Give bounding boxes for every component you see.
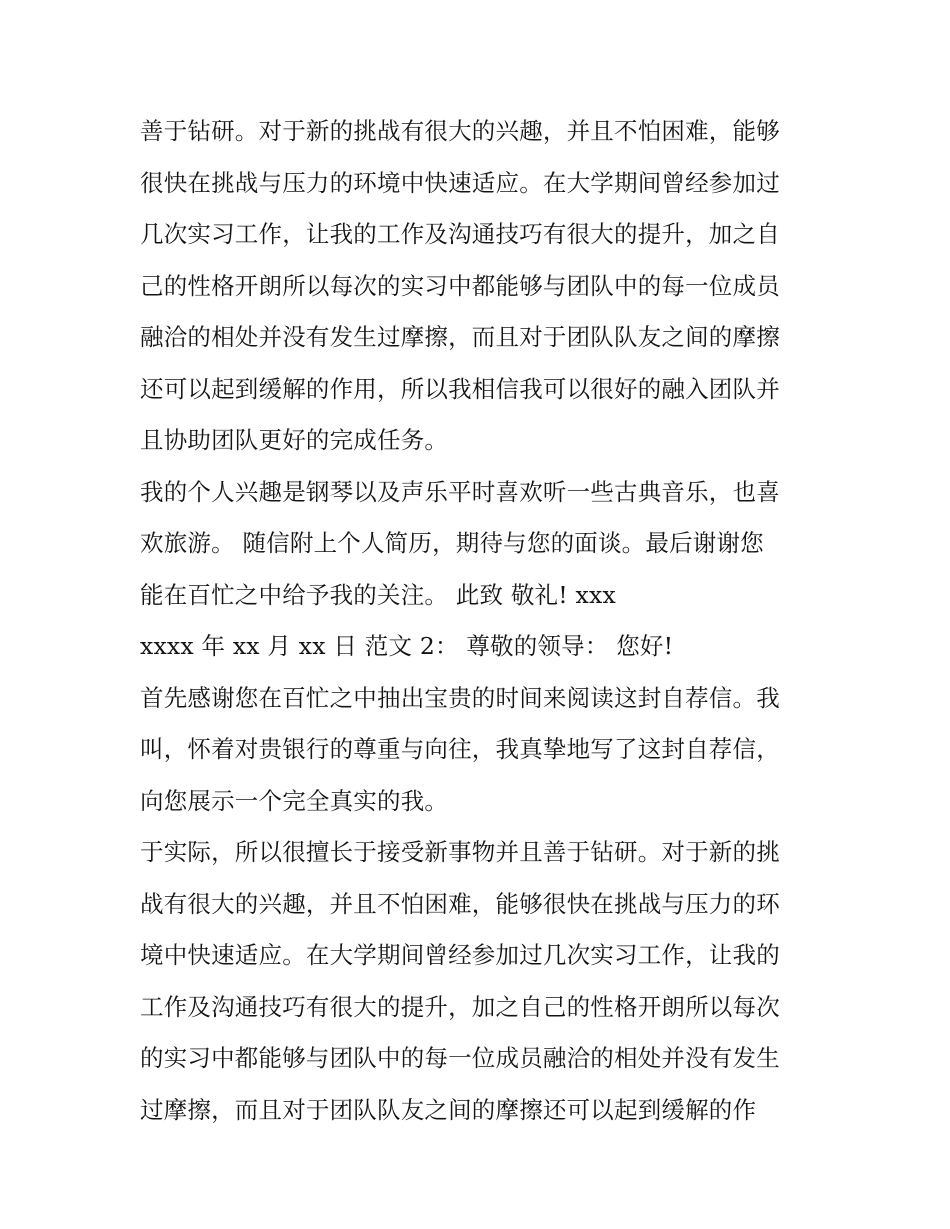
text-line: 且协助团队更好的完成任务。 <box>140 426 449 454</box>
text-line: 能在百忙之中给予我的关注。 此致 敬礼! xxx <box>140 580 616 609</box>
text-line: 善于钻研。对于新的挑战有很大的兴趣，并且不怕困难，能够 <box>140 117 780 145</box>
text-line: 境中快速适应。在大学期间曾经参加过几次实习工作，让我的 <box>140 941 780 969</box>
text-line: 融洽的相处并没有发生过摩擦，而且对于团队队友之间的摩擦 <box>140 323 780 351</box>
text-line: xxxx 年 xx 月 xx 日 范文 2： 尊敬的领导： 您好! <box>140 632 674 660</box>
text-line: 工作及沟通技巧有很大的提升，加之自己的性格开朗所以每次 <box>140 992 780 1021</box>
text-line: 向您展示一个完全真实的我。 <box>140 786 449 815</box>
text-line: 首先感谢您在百忙之中抽出宝贵的时间来阅读这封自荐信。我 <box>140 683 780 712</box>
text-line: 的实习中都能够与团队中的每一位成员融洽的相处并没有发生 <box>140 1044 780 1072</box>
text-line: 很快在挑战与压力的环境中快速适应。在大学期间曾经参加过 <box>140 168 780 197</box>
text-line: 己的性格开朗所以每次的实习中都能够与团队中的每一位成员 <box>140 271 780 300</box>
text-line: 还可以起到缓解的作用，所以我相信我可以很好的融入团队并 <box>140 374 780 403</box>
text-line: 过摩擦，而且对于团队队友之间的摩擦还可以起到缓解的作 <box>140 1095 757 1124</box>
text-line: 我的个人兴趣是钢琴以及声乐平时喜欢听一些古典音乐，也喜 <box>140 477 780 506</box>
document-body <box>140 106 820 1136</box>
text-line: 战有很大的兴趣，并且不怕困难，能够很快在挑战与压力的环 <box>140 889 780 918</box>
text-line: 几次实习工作，让我的工作及沟通技巧有很大的提升，加之自 <box>140 220 780 248</box>
text-line: 叫，怀着对贵银行的尊重与向往，我真挚地写了这封自荐信， <box>140 735 780 763</box>
text-line: 于实际，所以很擅长于接受新事物并且善于钻研。对于新的挑 <box>140 838 780 866</box>
text-line: 欢旅游。 随信附上个人简历，期待与您的面谈。最后谢谢您 <box>140 529 764 557</box>
